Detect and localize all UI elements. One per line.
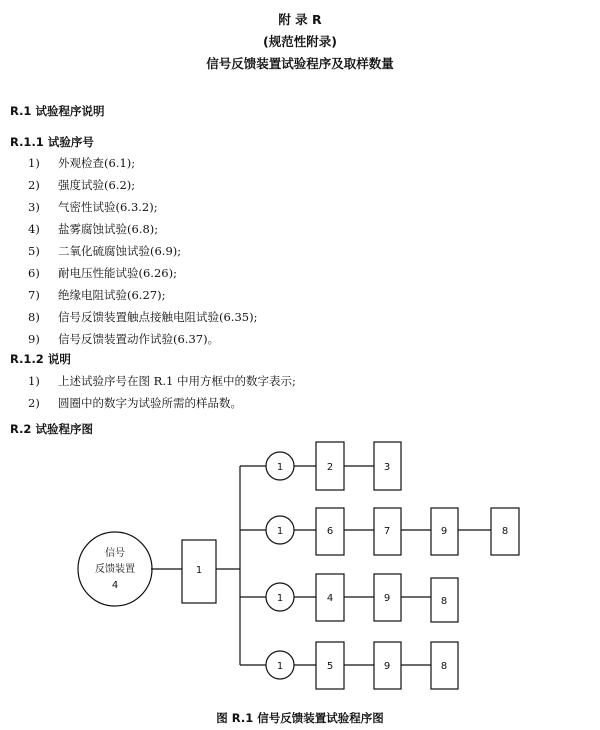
list-item: 2) 强度试验(6.2);: [28, 178, 136, 192]
list-item: 2) 圆圈中的数字为试验所需的样品数。: [28, 396, 242, 410]
section-r12-heading: R.1.2 说明: [10, 352, 71, 366]
appendix-label: 附 录 R: [278, 12, 322, 27]
step-label: 5: [326, 661, 334, 672]
step-label: 2: [326, 462, 334, 473]
sample-count-label: 1: [276, 462, 284, 473]
appendix-title: 信号反馈装置试验程序及取样数量: [206, 56, 394, 71]
section-r1-heading: R.1 试验程序说明: [10, 104, 105, 118]
list-item: 5) 二氧化硫腐蚀试验(6.9);: [28, 244, 182, 258]
list-item: 1) 上述试验序号在图 R.1 中用方框中的数字表示;: [28, 374, 296, 388]
section-r11-heading: R.1.1 试验序号: [10, 135, 94, 149]
step-label: 6: [326, 526, 334, 537]
step-label: 3: [383, 462, 391, 473]
start-box-label: 1: [195, 565, 203, 576]
step-label: 9: [383, 593, 391, 604]
step-label: 7: [383, 526, 391, 537]
appendix-type: (规范性附录): [263, 34, 337, 49]
step-label: 8: [501, 526, 509, 537]
device-sample-count: 4: [111, 580, 119, 591]
step-label: 4: [326, 593, 334, 604]
step-label: 8: [440, 661, 448, 672]
list-item: 8) 信号反馈装置触点接触电阻试验(6.35);: [28, 310, 258, 324]
device-label-line2: 反馈装置: [95, 564, 135, 575]
step-label: 9: [440, 526, 448, 537]
list-item: 9) 信号反馈装置动作试验(6.37)。: [28, 332, 220, 346]
step-label: 9: [383, 661, 391, 672]
step-label: 8: [440, 596, 448, 607]
list-item: 1) 外观检查(6.1);: [28, 156, 136, 170]
list-item: 3) 气密性试验(6.3.2);: [28, 200, 158, 214]
figure-caption: 图 R.1 信号反馈装置试验程序图: [216, 711, 384, 725]
list-item: 6) 耐电压性能试验(6.26);: [28, 266, 177, 280]
device-label-line1: 信号: [105, 548, 125, 559]
list-item: 4) 盐雾腐蚀试验(6.8);: [28, 222, 159, 236]
sample-count-label: 1: [276, 593, 284, 604]
sample-count-label: 1: [276, 526, 284, 537]
sample-count-label: 1: [276, 661, 284, 672]
list-item: 7) 绝缘电阻试验(6.27);: [28, 288, 166, 302]
section-r2-heading: R.2 试验程序图: [10, 422, 93, 436]
